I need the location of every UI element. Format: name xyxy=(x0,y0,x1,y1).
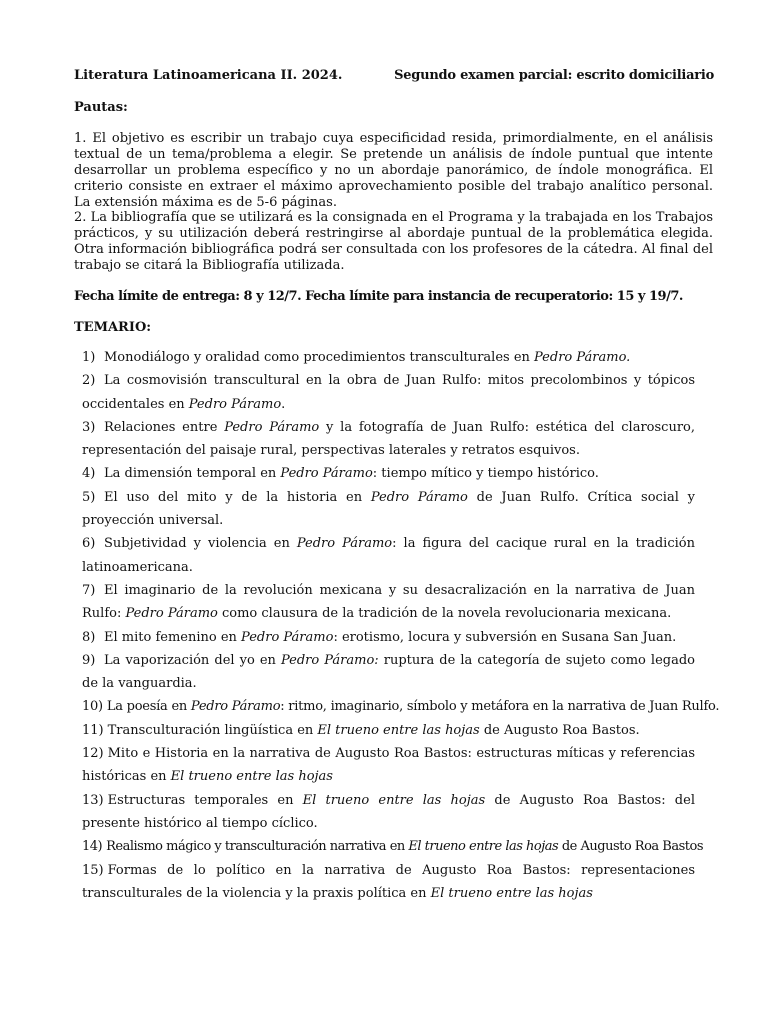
pautas-paragraph-2: 2. La bibliografía que se utilizará es la consignada en el Programa y la trabajada en los Trabajos prácticos, y su utilización deberá restringirse al abordaje puntual de la problemática elegida. Otra información bibliográfica podrá ser consultada con los profesores de la cátedra. Al final del trabajo se citará la Bibliografía utilizada. xyxy=(74,210,713,273)
topic-item xyxy=(82,859,695,906)
work-title: Pedro Páramo xyxy=(280,466,373,482)
topic-text: : ritmo, imaginario, símbolo y metáfora en la narrativa de Juan Rulfo. xyxy=(280,699,720,715)
topic-number: 6) xyxy=(82,536,96,552)
topic-list xyxy=(82,346,720,905)
temario-heading: TEMARIO: xyxy=(74,320,152,335)
topic-item xyxy=(82,626,695,649)
pautas-paragraph-1: 1. El objetivo es escribir un trabajo cuya especificidad resida, primordialmente, en el análisis textual de un tema/problema a elegir. Se pretende un análisis de índole puntual que intente desarrollar un problema específico y no un abordaje panorámico, de índole monográfica. El criterio consiste en extraer el máximo aprovechamiento posible del trabajo analítico personal. La extensión máxima es de 5-6 páginas. xyxy=(74,131,713,210)
work-title: Pedro Páramo. xyxy=(534,350,631,365)
work-title: Pedro Páramo xyxy=(125,606,218,622)
topic-text: como clausura de la tradición de la novela revolucionaria mexicana. xyxy=(217,606,672,622)
topic-number: 14) xyxy=(82,839,103,855)
deadline-text: Fecha límite de entrega: 8 y 12/7. Fecha límite para instancia de recuperatorio: 15 y 19/7. xyxy=(74,289,683,304)
work-title: Pedro Páramo xyxy=(224,419,320,435)
topic-text: de Augusto Roa Bastos xyxy=(558,839,703,855)
topic-text: Transculturación lingüística en xyxy=(107,722,318,738)
pautas-heading: Pautas: xyxy=(74,100,128,115)
topic-item xyxy=(82,719,695,742)
topic-text: y la fotografía de Juan Rulfo: estética del claroscuro, representación del paisaje rural, perspectivas laterales y retratos esquivos. xyxy=(82,419,695,459)
topic-text: La cosmovisión transcultural en la obra de Juan Rulfo: mitos precolombinos y tópicos occidentales en xyxy=(82,373,695,412)
topic-text: El mito femenino en xyxy=(104,629,242,645)
work-title: El trueno entre las hojas xyxy=(430,885,593,901)
topic-text: de Juan Rulfo. Crítica social y proyección universal. xyxy=(82,489,695,529)
work-title: Pedro Páramo xyxy=(370,489,468,505)
topic-item xyxy=(82,835,703,858)
topic-text: Realismo mágico y transculturación narrativa en xyxy=(106,839,409,855)
topic-number: 5) xyxy=(82,489,96,505)
topic-text: La dimensión temporal en xyxy=(104,466,281,482)
topic-text: La poesía en xyxy=(106,699,191,715)
topic-item xyxy=(82,346,695,369)
topic-number: 1) xyxy=(82,350,96,365)
topic-number: 12) xyxy=(82,746,104,762)
work-title: Pedro Páramo xyxy=(190,699,281,715)
topic-text: de Augusto Roa Bastos: del presente histórico al tiempo cíclico. xyxy=(82,792,695,831)
topic-text: Subjetividad y violencia en xyxy=(104,536,297,552)
topic-number: 15) xyxy=(82,862,104,878)
topic-text: Formas de lo político en la narrativa de Augusto Roa Bastos: representaciones transculturales de la violencia y la praxis política en xyxy=(82,862,695,901)
topic-text: : la figura del cacique rural en la tradición latinoamericana. xyxy=(82,536,695,575)
work-title: El trueno entre las hojas xyxy=(317,722,480,738)
topic-item xyxy=(82,649,695,696)
topic-text: ruptura de la categoría de sujeto como legado de la vanguardia. xyxy=(82,652,695,692)
work-title: Pedro Páramo xyxy=(296,536,393,552)
topic-text: El uso del mito y de la historia en xyxy=(104,489,371,505)
topic-number: 9) xyxy=(82,652,96,668)
topic-text: de Augusto Roa Bastos. xyxy=(479,722,640,738)
exam-title: Segundo examen parcial: escrito domiciliario xyxy=(394,68,714,83)
topic-number: 13) xyxy=(82,792,104,808)
topic-text: La vaporización del yo en xyxy=(104,652,281,668)
topic-number: 4) xyxy=(82,466,96,482)
topic-item xyxy=(82,532,695,579)
topic-text: Estructuras temporales en xyxy=(107,792,303,808)
topic-item xyxy=(82,416,695,463)
topic-number: 7) xyxy=(82,582,96,598)
topic-item xyxy=(82,789,695,836)
topic-text: El imaginario de la revolución mexicana y su desacralización en la narrativa de Juan Rulfo: xyxy=(82,582,695,622)
topic-text: : tiempo mítico y tiempo histórico. xyxy=(372,466,599,482)
topic-text: Mito e Historia en la narrativa de Augusto Roa Bastos: estructuras míticas y referencias históricas en xyxy=(82,746,695,785)
work-title: Pedro Páramo xyxy=(241,629,334,645)
topic-text: : erotismo, locura y subversión en Susana San Juan. xyxy=(333,629,677,645)
course-title: Literatura Latinoamericana II. 2024. xyxy=(74,68,343,83)
work-title: Pedro Páramo xyxy=(188,396,282,412)
topic-number: 8) xyxy=(82,629,96,645)
topic-item xyxy=(82,486,695,533)
topic-item xyxy=(82,462,695,485)
work-title: El trueno entre las hojas xyxy=(408,839,559,855)
topic-number: 3) xyxy=(82,419,96,435)
work-title: Pedro Páramo: xyxy=(280,652,379,668)
topic-item xyxy=(82,742,695,789)
topic-number: 2) xyxy=(82,373,96,389)
topic-text: Monodiálogo y oralidad como procedimientos transculturales en xyxy=(104,350,535,365)
topic-text: Relaciones entre xyxy=(104,419,225,435)
work-title: El trueno entre las hojas xyxy=(170,769,333,785)
topic-number: 10) xyxy=(82,699,103,715)
work-title: El trueno entre las hojas xyxy=(302,792,486,808)
topic-item xyxy=(82,695,720,718)
topic-item xyxy=(82,369,695,416)
topic-number: 11) xyxy=(82,722,104,738)
topic-text: . xyxy=(281,396,286,412)
document-header xyxy=(74,68,714,83)
topic-item xyxy=(82,579,695,626)
